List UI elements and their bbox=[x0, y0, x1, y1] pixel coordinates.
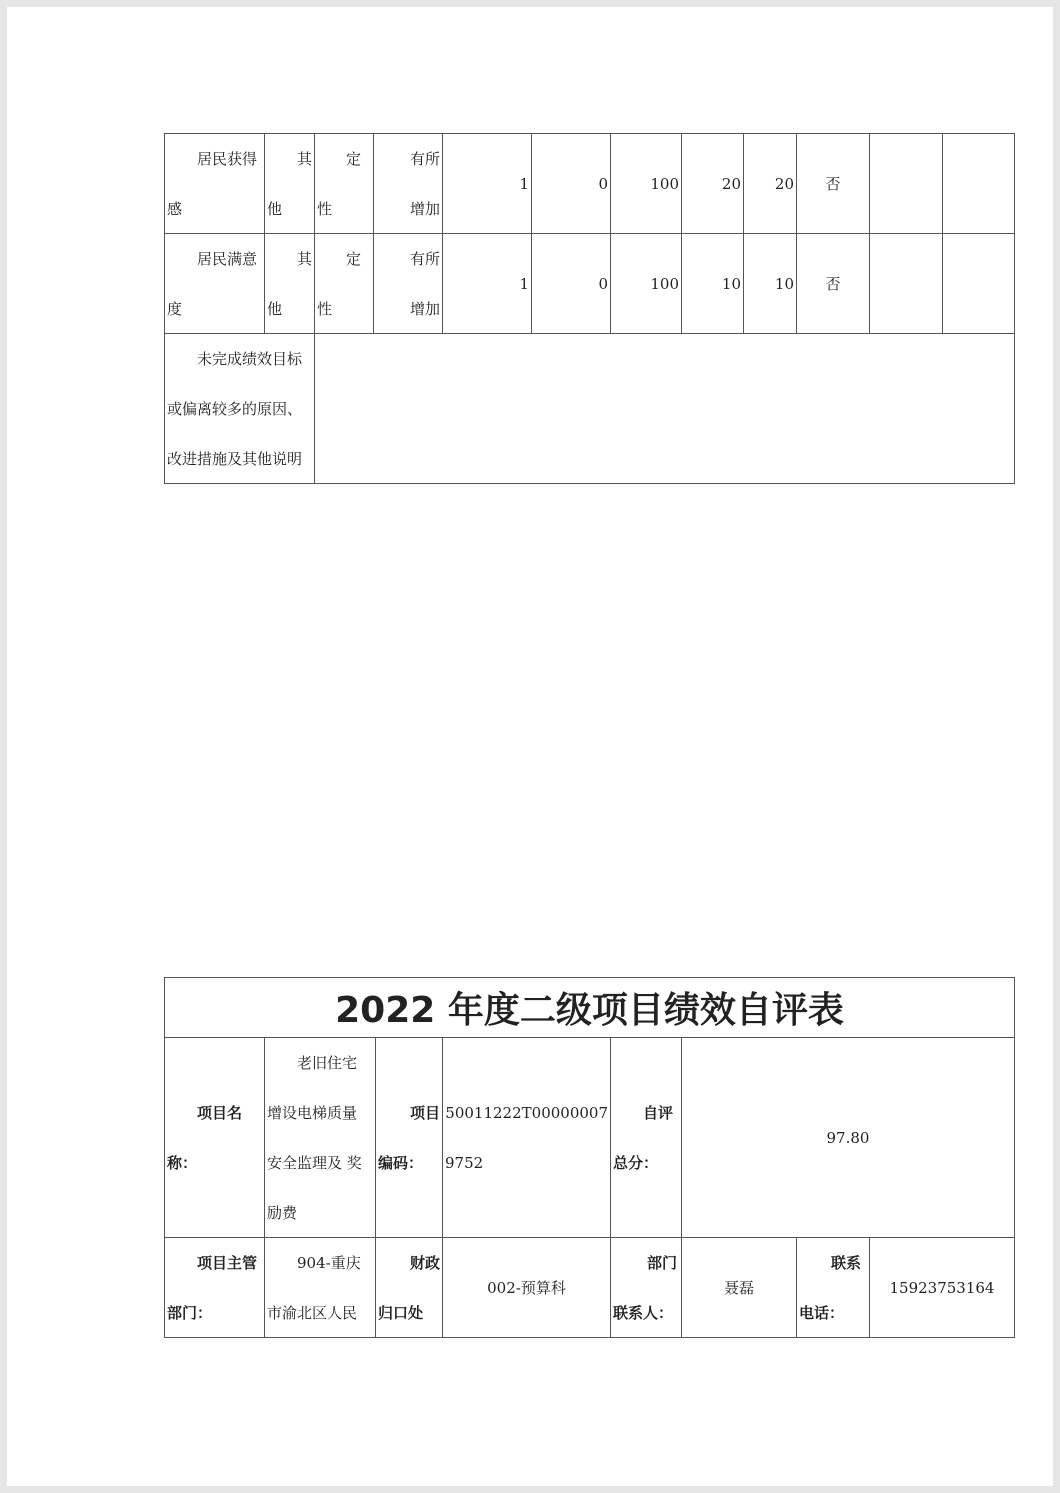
table-cell-value: 100 bbox=[610, 233, 682, 334]
score-label bbox=[610, 1037, 682, 1238]
cell-text: 定 bbox=[345, 250, 361, 268]
cell-text: 老旧住宅 bbox=[297, 1054, 358, 1072]
cell-text: 其 bbox=[296, 150, 312, 168]
cell-text: 50011222T00000007 bbox=[445, 1104, 608, 1122]
finance-value: 002-预算科 bbox=[442, 1237, 611, 1338]
contact-label bbox=[610, 1237, 682, 1338]
table-cell-value: 100 bbox=[610, 133, 682, 234]
table-cell-empty bbox=[869, 133, 943, 234]
cell-text: 自评 bbox=[643, 1104, 674, 1122]
phone-value: 15923753164 bbox=[869, 1237, 1015, 1338]
cell-text: 增设电梯质量 bbox=[267, 1104, 358, 1122]
cell-text: 他 bbox=[267, 200, 283, 218]
cell-text: 项目 bbox=[409, 1104, 440, 1122]
cell-text: 居民满意 bbox=[197, 250, 258, 268]
project-code-label bbox=[375, 1037, 443, 1238]
project-name-label bbox=[164, 1037, 265, 1238]
table-title: 2022 年度二级项目绩效自评表 bbox=[164, 977, 1015, 1038]
cell-text: 项目名 bbox=[197, 1104, 243, 1122]
cell-text: 904-重庆 bbox=[297, 1254, 361, 1272]
cell-text: 9752 bbox=[445, 1154, 484, 1172]
project-name-value bbox=[264, 1037, 376, 1238]
cell-text: 有所 bbox=[409, 150, 440, 168]
cell-text: 总分： bbox=[613, 1154, 659, 1172]
cell-text: 增加 bbox=[409, 300, 440, 318]
table-cell-target bbox=[373, 233, 443, 334]
table-cell-indicator bbox=[164, 133, 265, 234]
cell-text: 市渝北区人民 bbox=[267, 1304, 358, 1322]
cell-text: 其 bbox=[296, 250, 312, 268]
cell-text: 未完成绩效目标 bbox=[197, 350, 303, 368]
table-cell-type bbox=[264, 233, 315, 334]
cell-text: 改进措施及其他说明 bbox=[167, 450, 303, 468]
performance-indicator-table bbox=[164, 133, 1015, 484]
table-cell-note-label bbox=[164, 333, 315, 484]
cell-text: 项目主管 bbox=[197, 1254, 258, 1272]
cell-text: 部门： bbox=[167, 1304, 213, 1322]
cell-text: 部门 bbox=[646, 1254, 677, 1272]
cell-text: 性 bbox=[317, 200, 333, 218]
cell-text: 编码： bbox=[378, 1154, 424, 1172]
table-cell-flag: 否 bbox=[796, 133, 870, 234]
cell-text: 度 bbox=[167, 300, 183, 318]
cell-text: 电话： bbox=[799, 1304, 845, 1322]
table-cell-nature bbox=[314, 233, 374, 334]
phone-label bbox=[796, 1237, 870, 1338]
cell-text: 安全监理及 奖 bbox=[267, 1154, 362, 1172]
cell-text: 有所 bbox=[409, 250, 440, 268]
table-cell-flag: 否 bbox=[796, 233, 870, 334]
table-cell-value: 10 bbox=[681, 233, 744, 334]
table-cell-value: 0 bbox=[531, 233, 611, 334]
cell-text: 称： bbox=[167, 1154, 198, 1172]
cell-text: 财政 bbox=[409, 1254, 440, 1272]
table-cell-value: 20 bbox=[743, 133, 797, 234]
cell-text: 性 bbox=[317, 300, 333, 318]
project-code-value bbox=[442, 1037, 611, 1238]
dept-value bbox=[264, 1237, 376, 1338]
cell-text: 励费 bbox=[267, 1204, 298, 1222]
table-cell-value: 1 bbox=[442, 233, 532, 334]
cell-text: 增加 bbox=[409, 200, 440, 218]
table-cell-value: 20 bbox=[681, 133, 744, 234]
table-cell-value: 0 bbox=[531, 133, 611, 234]
cell-text: 联系人： bbox=[613, 1304, 674, 1322]
finance-label bbox=[375, 1237, 443, 1338]
table-cell-empty bbox=[942, 233, 1015, 334]
table-cell-value: 10 bbox=[743, 233, 797, 334]
self-evaluation-table bbox=[164, 977, 1015, 1338]
score-value: 97.80 bbox=[681, 1037, 1015, 1238]
table-cell-empty bbox=[869, 233, 943, 334]
cell-text: 归口处 bbox=[378, 1304, 424, 1322]
table-cell-value: 1 bbox=[442, 133, 532, 234]
cell-text: 感 bbox=[167, 200, 183, 218]
cell-text: 联系 bbox=[830, 1254, 861, 1272]
cell-text: 或偏离较多的原因、 bbox=[167, 400, 303, 418]
document-page bbox=[7, 7, 1053, 1486]
table-cell-nature bbox=[314, 133, 374, 234]
table-cell-indicator bbox=[164, 233, 265, 334]
table-cell-note-value bbox=[314, 333, 1015, 484]
table-cell-empty bbox=[942, 133, 1015, 234]
table-cell-target bbox=[373, 133, 443, 234]
cell-text: 定 bbox=[345, 150, 361, 168]
contact-value: 聂磊 bbox=[681, 1237, 797, 1338]
cell-text: 他 bbox=[267, 300, 283, 318]
table-cell-type bbox=[264, 133, 315, 234]
cell-text: 居民获得 bbox=[197, 150, 258, 168]
dept-label bbox=[164, 1237, 265, 1338]
